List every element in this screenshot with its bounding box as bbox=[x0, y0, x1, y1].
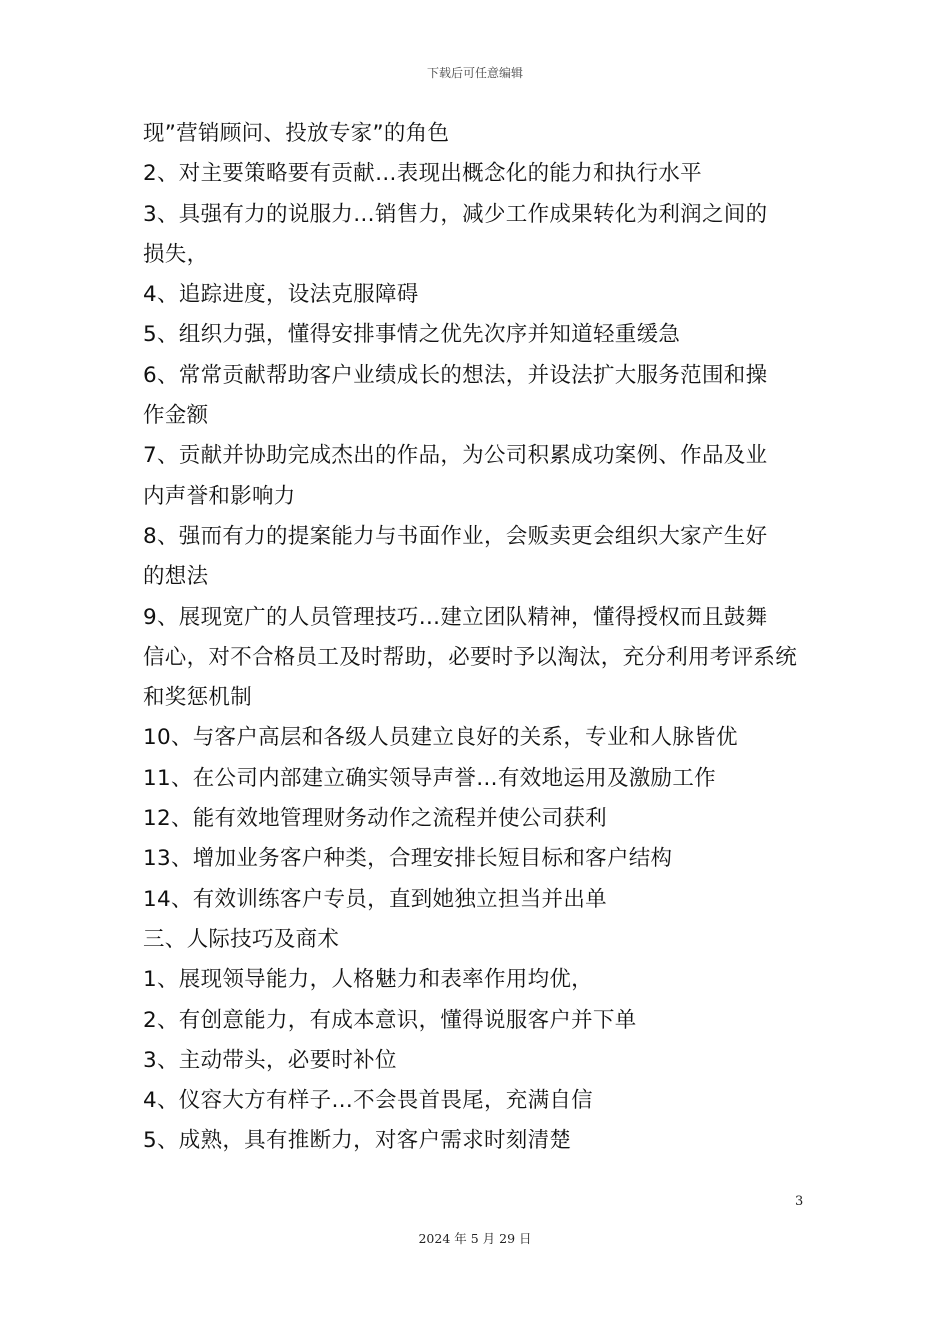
text-line: 2、对主要策略要有贡献…表现出概念化的能力和执行水平 bbox=[143, 161, 702, 187]
text-line: 5、成熟，具有推断力，对客户需求时刻清楚 bbox=[143, 1128, 572, 1154]
text-line: 3、具强有力的说服力…销售力，减少工作成果转化为利润之间的 bbox=[143, 201, 768, 227]
text-line: 3、主动带头，必要时补位 bbox=[143, 1047, 397, 1073]
text-line: 10、与客户高层和各级人员建立良好的关系，专业和人脉皆优 bbox=[143, 725, 738, 751]
text-line: 信心，对不合格员工及时帮助，必要时予以淘汰，充分利用考评系统 bbox=[143, 644, 798, 670]
document-body bbox=[143, 114, 823, 1162]
text-line: 作金额 bbox=[143, 403, 209, 429]
text-line: 损失， bbox=[143, 241, 209, 267]
text-line: 12、能有效地管理财务动作之流程并使公司获利 bbox=[143, 806, 607, 832]
text-line: 2、有创意能力，有成本意识，懂得说服客户并下单 bbox=[143, 1007, 637, 1033]
text-line: 6、常常贡献帮助客户业绩成长的想法，并设法扩大服务范围和操 bbox=[143, 362, 768, 388]
text-line: 11、在公司内部建立确实领导声誉…有效地运用及激励工作 bbox=[143, 765, 716, 791]
text-line: 的想法 bbox=[143, 564, 209, 590]
text-line: 和奖惩机制 bbox=[143, 685, 253, 711]
text-line: 1、展现领导能力，人格魅力和表率作用均优， bbox=[143, 967, 593, 993]
text-line: 7、贡献并协助完成杰出的作品，为公司积累成功案例、作品及业 bbox=[143, 443, 768, 469]
text-line: 13、增加业务客户种类，合理安排长短目标和客户结构 bbox=[143, 846, 673, 872]
page-number: 3 bbox=[795, 1194, 804, 1209]
text-line: 现”营销顾问、投放专家”的角色 bbox=[143, 121, 450, 146]
section-heading: 三、人际技巧及商术 bbox=[143, 926, 340, 952]
text-line: 5、组织力强，懂得安排事情之优先次序并知道轻重缓急 bbox=[143, 322, 681, 348]
footer-date: 2024 年 5 月 29 日 bbox=[418, 1231, 532, 1246]
text-line: 8、强而有力的提案能力与书面作业，会贩卖更会组织大家产生好 bbox=[143, 523, 768, 549]
text-line: 4、仪容大方有样子…不会畏首畏尾，充满自信 bbox=[143, 1088, 593, 1114]
text-line: 14、有效训练客户专员，直到她独立担当并出单 bbox=[143, 886, 607, 912]
text-line: 9、展现宽广的人员管理技巧…建立团队精神，懂得授权而且鼓舞 bbox=[143, 604, 768, 630]
text-line: 4、追踪进度，设法克服障碍 bbox=[143, 282, 419, 308]
text-line: 内声誉和影响力 bbox=[143, 483, 296, 509]
page-header-note: 下载后可任意编辑 bbox=[426, 66, 523, 80]
